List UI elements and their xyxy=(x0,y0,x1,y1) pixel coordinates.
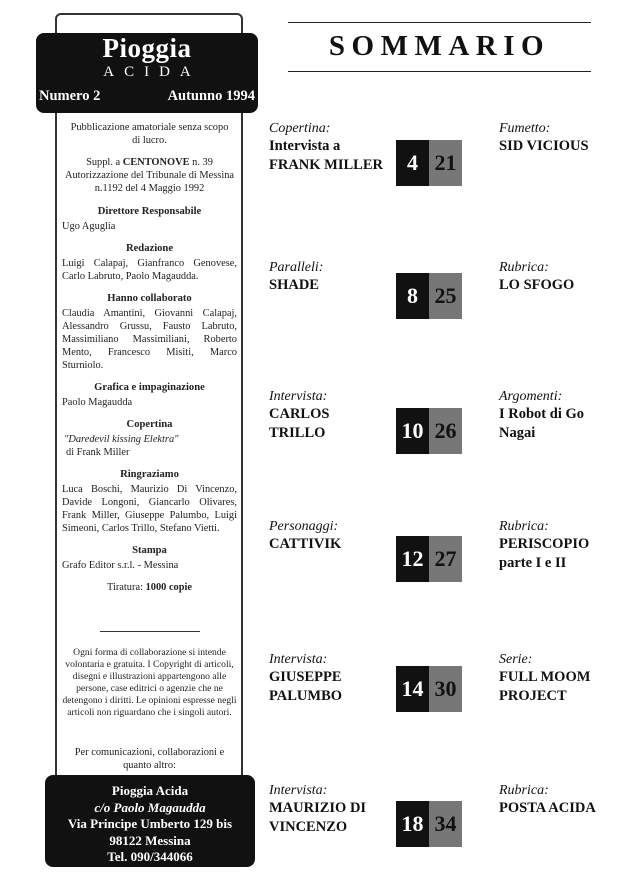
article-category: Intervista: xyxy=(269,652,328,667)
left-page-number: 8 xyxy=(396,273,429,319)
article-title: POSTA ACIDA xyxy=(499,800,596,816)
graphics-heading: Grafica e impaginazione xyxy=(94,382,205,393)
magazine-title: Pioggia xyxy=(102,33,192,63)
cover-heading: Copertina xyxy=(126,419,173,430)
article-category: Intervista: xyxy=(269,389,328,404)
issue-number: Numero 2 xyxy=(39,88,101,104)
address-box xyxy=(45,775,255,867)
disclaimer-text: Ogni forma di collaborazione si intende volontaria e gratuita. I Copyright di articoli, disegni e illustrazioni appartengono alle persone, case editrici o agenzie che ne detengono i diritti. Le opinioni espresse negli articoli non riguardano che i singoli autori. xyxy=(62,647,237,718)
editorial-block xyxy=(62,242,237,283)
print-run-value: 1000 copie xyxy=(145,582,193,593)
masthead xyxy=(36,33,258,113)
left-article xyxy=(269,121,394,175)
article-category: Rubrica: xyxy=(499,260,549,275)
article-title: SID VICIOUS xyxy=(499,138,589,154)
left-article xyxy=(269,783,394,837)
left-article xyxy=(269,652,379,706)
intro-text: Pubblicazione amatoriale senza scopo di lucro. xyxy=(70,122,229,146)
article-category: Rubrica: xyxy=(499,519,549,534)
right-article xyxy=(499,121,619,156)
right-article xyxy=(499,519,619,573)
graphics-block xyxy=(62,381,237,409)
right-article xyxy=(499,389,619,443)
magazine-subtitle: ACIDA xyxy=(103,64,201,80)
right-page-number: 26 xyxy=(429,408,462,454)
article-title: SHADE xyxy=(269,277,319,293)
left-page-number: 12 xyxy=(396,536,429,582)
article-title: Intervista a FRANK MILLER xyxy=(269,138,383,173)
article-title: MAURIZIO DI VINCENZO xyxy=(269,800,367,835)
print-run-label: Tiratura: xyxy=(106,582,143,593)
article-category: Intervista: xyxy=(269,783,328,798)
cover-block xyxy=(62,418,237,459)
issue-line xyxy=(39,88,255,105)
supplement-name: CENTONOVE xyxy=(122,157,190,168)
article-category: Argomenti: xyxy=(499,389,563,404)
page-numbers xyxy=(396,273,462,319)
address-line-2: c/o Paolo Magaudda xyxy=(94,799,206,815)
thanks-names: Luca Boschi, Maurizio Di Vincenzo, Davide Longoni, Giancarlo Olivares, Frank Miller, Giuseppe Palumbo, Luigi Simeoni, Carlos Trillo, Stefano Vietti. xyxy=(62,484,237,534)
editorial-names: Luigi Calapaj, Gianfranco Genovese, Carlo Labruto, Paolo Magaudda. xyxy=(62,258,237,282)
contributors-heading: Hanno collaborato xyxy=(107,293,192,304)
left-page-number: 18 xyxy=(396,801,429,847)
left-page-number: 10 xyxy=(396,408,429,454)
article-category: Copertina: xyxy=(269,121,331,136)
page-numbers xyxy=(396,536,462,582)
address-line-3: Via Principe Umberto 129 bis xyxy=(67,816,233,831)
page-numbers xyxy=(396,801,462,847)
page-numbers xyxy=(396,666,462,712)
address-line-4: 98122 Messina xyxy=(109,832,191,848)
right-page-number: 34 xyxy=(429,801,462,847)
left-article xyxy=(269,519,394,554)
thanks-heading: Ringraziamo xyxy=(120,469,179,480)
director-name: Ugo Aguglia xyxy=(62,221,116,232)
page-numbers xyxy=(396,140,462,186)
right-article xyxy=(499,783,619,818)
divider-line xyxy=(100,631,200,632)
article-category: Rubrica: xyxy=(499,783,549,798)
issue-season: Autunno 1994 xyxy=(167,88,255,104)
print-run xyxy=(62,581,237,594)
article-title: LO SFOGO xyxy=(499,277,575,293)
article-category: Fumetto: xyxy=(499,121,551,136)
sommario-title: SOMMARIO xyxy=(288,22,591,72)
right-page-number: 30 xyxy=(429,666,462,712)
supplement-prefix: Suppl. a xyxy=(86,157,121,168)
contributors-block xyxy=(62,292,237,372)
cover-title: "Daredevil kissing Elektra" xyxy=(64,434,179,445)
article-category: Serie: xyxy=(499,652,533,667)
authorization-text: Autorizzazione del Tribunale di Messina n.1192 del 4 Maggio 1992 xyxy=(64,170,235,194)
supplement-number: n. 39 xyxy=(192,157,213,168)
page-numbers xyxy=(396,408,462,454)
print-block xyxy=(62,544,237,572)
print-heading: Stampa xyxy=(132,545,167,556)
right-page-number: 21 xyxy=(429,140,462,186)
graphics-name: Paolo Magaudda xyxy=(62,397,133,408)
left-article xyxy=(269,389,379,443)
article-title: PERISCOPIO parte I e II xyxy=(499,536,590,571)
right-page-number: 25 xyxy=(429,273,462,319)
right-article xyxy=(499,260,619,295)
address-phone: Tel. 090/344066 xyxy=(107,849,193,864)
contact-note: Per comunicazioni, collaborazioni e quanto altro: xyxy=(74,747,225,771)
article-category: Personaggi: xyxy=(269,519,339,534)
left-page-number: 14 xyxy=(396,666,429,712)
director-block xyxy=(62,205,237,233)
article-category: Paralleli: xyxy=(269,260,324,275)
colophon xyxy=(62,121,237,594)
article-title: CARLOS TRILLO xyxy=(269,406,330,441)
thanks-block xyxy=(62,468,237,535)
printer-name: Grafo Editor s.r.l. - Messina xyxy=(62,560,179,571)
article-title: GIUSEPPE PALUMBO xyxy=(269,669,343,704)
article-title: CATTIVIK xyxy=(269,536,342,552)
right-article xyxy=(499,652,619,706)
article-title: I Robot di Go Nagai xyxy=(499,406,585,441)
director-heading: Direttore Responsabile xyxy=(97,206,202,217)
editorial-heading: Redazione xyxy=(125,243,174,254)
address-line-1: Pioggia Acida xyxy=(111,783,189,798)
article-title: FULL MOOM PROJECT xyxy=(499,669,591,704)
left-page-number: 4 xyxy=(396,140,429,186)
contributors-names: Claudia Amantini, Giovanni Calapaj, Alessandro Grussu, Fausto Labruto, Massimiliano Massimiliani, Roberto Mento, Francesco Misiti, Marco Sturniolo. xyxy=(62,308,237,371)
right-page-number: 27 xyxy=(429,536,462,582)
cover-author: di Frank Miller xyxy=(66,447,130,458)
supplement-info xyxy=(62,156,237,195)
left-article xyxy=(269,260,394,295)
